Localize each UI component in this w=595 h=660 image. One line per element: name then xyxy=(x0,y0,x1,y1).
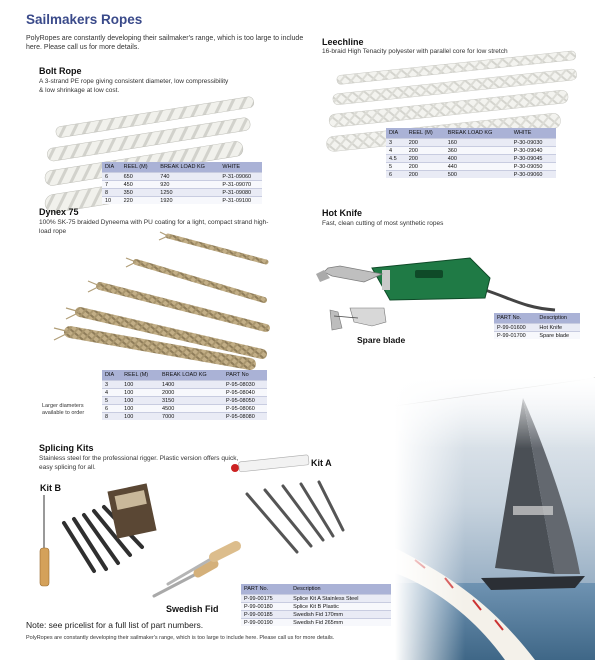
table-cell: P-99-00175 xyxy=(241,595,290,603)
leechline-description: 16-braid High Tenacity polyester with parallel core for low stretch xyxy=(322,48,508,55)
table-header-row xyxy=(102,370,267,381)
table-cell: 1400 xyxy=(159,381,223,389)
table-cell: 160 xyxy=(445,139,511,147)
table-cell: 1250 xyxy=(157,189,219,197)
table-cell: 4500 xyxy=(159,405,223,413)
table-cell: 3 xyxy=(386,139,406,147)
table-header: Description xyxy=(536,313,580,324)
table-cell: 6 xyxy=(386,171,406,179)
footer-small-text: PolyRopes are constantly developing their sailmaker's range, which is too large to include here. Please call us for more details. xyxy=(26,635,335,641)
sailboat-photo xyxy=(395,378,595,660)
table-header: DIA xyxy=(386,128,406,139)
bolt-rope-heading: Bolt Rope xyxy=(39,66,82,76)
table-row xyxy=(386,155,556,163)
table-cell: 10 xyxy=(102,197,121,205)
table-cell: 500 xyxy=(445,171,511,179)
splicing-table xyxy=(241,584,391,626)
table-header-row xyxy=(386,128,556,139)
table-cell: 200 xyxy=(406,163,445,171)
table-cell: 200 xyxy=(406,139,445,147)
bolt-rope-description: A 3-strand PE rope giving consistent diameter, low compressibility & low shrinkage at low cost. xyxy=(39,78,229,94)
table-row xyxy=(241,619,391,627)
hot-knife-table xyxy=(494,313,580,339)
table-row xyxy=(102,397,267,405)
table-cell: P-30-09060 xyxy=(511,171,556,179)
table-cell: 220 xyxy=(121,197,158,205)
table-cell: P-30-09040 xyxy=(511,147,556,155)
table-header: BREAK LOAD KG xyxy=(445,128,511,139)
table-cell: P-99-00180 xyxy=(241,603,290,611)
table-header-row xyxy=(494,313,580,324)
table-cell: 5 xyxy=(102,397,121,405)
table-row xyxy=(241,611,391,619)
table-cell: P-95-08030 xyxy=(223,381,267,389)
table-cell: 350 xyxy=(121,189,158,197)
table-cell: Splice Kit B Plastic xyxy=(290,603,391,611)
spare-blade-label: Spare blade xyxy=(357,335,406,345)
kit-b-label: Kit B xyxy=(40,483,61,493)
table-header: PART No xyxy=(223,370,267,381)
table-row xyxy=(241,603,391,611)
table-header-row xyxy=(102,162,262,173)
table-cell: 4.5 xyxy=(386,155,406,163)
table-cell: 8 xyxy=(102,189,121,197)
table-cell: Splice Kit A Stainless Steel xyxy=(290,595,391,603)
table-header: BREAK LOAD KG xyxy=(157,162,219,173)
bolt-rope-table xyxy=(102,162,262,204)
table-row xyxy=(102,181,262,189)
table-header: WHITE xyxy=(219,162,262,173)
table-header: PART No. xyxy=(241,584,290,595)
table-row xyxy=(102,381,267,389)
table-cell: 400 xyxy=(445,155,511,163)
table-header: Description xyxy=(290,584,391,595)
table-cell: P-30-09045 xyxy=(511,155,556,163)
table-cell: P-31-09100 xyxy=(219,197,262,205)
table-cell: P-99-00190 xyxy=(241,619,290,627)
table-cell: 740 xyxy=(157,173,219,181)
leechline-heading: Leechline xyxy=(322,37,364,47)
table-cell: 1920 xyxy=(157,197,219,205)
table-cell: P-31-09080 xyxy=(219,189,262,197)
dynex-description: 100% SK-75 braided Dyneema with PU coating for a light, compact strand high-load rope xyxy=(39,219,269,235)
table-header-row xyxy=(241,584,391,595)
table-cell: 450 xyxy=(121,181,158,189)
table-row xyxy=(494,332,580,340)
table-cell: 4 xyxy=(386,147,406,155)
table-cell: P-95-08040 xyxy=(223,389,267,397)
page-title: Sailmakers Ropes xyxy=(26,12,143,27)
table-cell: 3150 xyxy=(159,397,223,405)
table-cell: P-30-09050 xyxy=(511,163,556,171)
table-row xyxy=(102,173,262,181)
table-cell: P-95-08060 xyxy=(223,405,267,413)
table-row xyxy=(102,197,262,205)
table-cell: P-95-08050 xyxy=(223,397,267,405)
table-cell: 920 xyxy=(157,181,219,189)
table-cell: P-31-09060 xyxy=(219,173,262,181)
table-cell: 440 xyxy=(445,163,511,171)
table-row xyxy=(241,595,391,603)
table-cell: Swedish Fid 265mm xyxy=(290,619,391,627)
table-cell: 200 xyxy=(406,147,445,155)
table-cell: 650 xyxy=(121,173,158,181)
table-cell: Swedish Fid 170mm xyxy=(290,611,391,619)
table-row xyxy=(386,139,556,147)
table-cell: P-99-01700 xyxy=(494,332,536,340)
table-cell: P-31-09070 xyxy=(219,181,262,189)
table-cell: 200 xyxy=(406,155,445,163)
table-cell: 7 xyxy=(102,181,121,189)
footer-note: Note: see pricelist for a full list of part numbers. xyxy=(26,620,204,630)
kit-a-label: Kit A xyxy=(311,458,332,468)
table-header: DIA xyxy=(102,370,121,381)
table-header: BREAK LOAD KG xyxy=(159,370,223,381)
table-row xyxy=(494,324,580,332)
table-row xyxy=(102,389,267,397)
table-cell: P-95-08080 xyxy=(223,413,267,421)
table-cell: 6 xyxy=(102,405,121,413)
table-header: PART No. xyxy=(494,313,536,324)
hot-knife-description: Fast, clean cutting of most synthetic ropes xyxy=(322,220,444,227)
table-cell: 3 xyxy=(102,381,121,389)
table-cell: Hot Knife xyxy=(536,324,580,332)
table-cell: 8 xyxy=(102,413,121,421)
table-cell: P-30-09030 xyxy=(511,139,556,147)
intro-text: PolyRopes are constantly developing their sailmaker's range, which is too large to include here. Please call us for more details. xyxy=(26,35,304,51)
table-cell: 100 xyxy=(121,405,159,413)
dynex-note: Larger diameters available to order xyxy=(42,403,85,416)
table-header: DIA xyxy=(102,162,121,173)
table-row xyxy=(102,189,262,197)
table-cell: 360 xyxy=(445,147,511,155)
dynex-image xyxy=(40,232,270,367)
table-header: REEL (M) xyxy=(121,162,158,173)
table-cell: 100 xyxy=(121,397,159,405)
table-cell: 100 xyxy=(121,413,159,421)
kit-b-image xyxy=(32,493,157,593)
table-cell: P-99-01600 xyxy=(494,324,536,332)
dynex-table xyxy=(102,370,267,420)
table-row xyxy=(102,405,267,413)
hot-knife-heading: Hot Knife xyxy=(322,208,362,218)
table-cell: 4 xyxy=(102,389,121,397)
table-row xyxy=(386,147,556,155)
swedish-fid-label: Swedish Fid xyxy=(166,604,219,614)
table-cell: P-99-00185 xyxy=(241,611,290,619)
table-cell: 100 xyxy=(121,381,159,389)
table-header: WHITE xyxy=(511,128,556,139)
table-header: REEL (M) xyxy=(121,370,159,381)
dynex-heading: Dynex 75 xyxy=(39,207,79,217)
table-row xyxy=(102,413,267,421)
leechline-table xyxy=(386,128,556,178)
table-row xyxy=(386,171,556,179)
splicing-description: Stainless steel for the professional rigger. Plastic version offers quick, easy splicing for all. xyxy=(39,455,239,471)
table-cell: 200 xyxy=(406,171,445,179)
table-cell: 7000 xyxy=(159,413,223,421)
table-cell: 6 xyxy=(102,173,121,181)
table-cell: Spare blade xyxy=(536,332,580,340)
table-row xyxy=(386,163,556,171)
table-cell: 100 xyxy=(121,389,159,397)
table-header: REEL (M) xyxy=(406,128,445,139)
table-cell: 2000 xyxy=(159,389,223,397)
splicing-heading: Splicing Kits xyxy=(39,443,94,453)
table-cell: 5 xyxy=(386,163,406,171)
kit-a-image xyxy=(225,460,365,560)
